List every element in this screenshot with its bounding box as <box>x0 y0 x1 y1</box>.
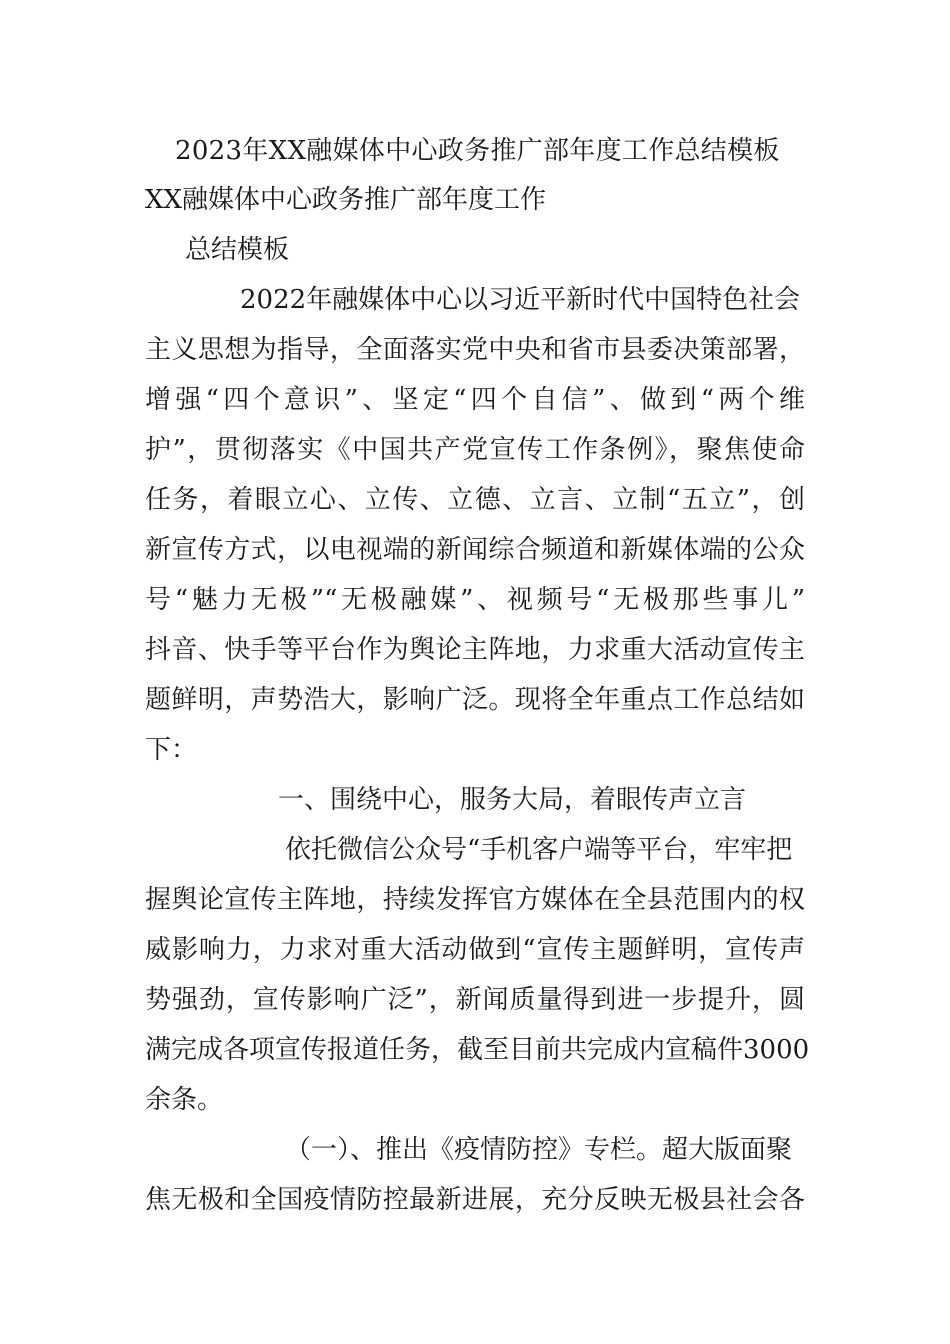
paragraph-2-line: 握舆论宣传主阵地，持续发挥官方媒体在全县范围内的权 <box>145 885 805 915</box>
paragraph-2-line: 势强劲，宣传影响广泛”，新闻质量得到进一步提升，圆 <box>145 985 805 1015</box>
paragraph-2-line: 依托微信公众号“手机客户端等平台，牢牢把 <box>285 835 793 865</box>
paragraph-1-line: 号“魅力无极”“无极融媒”、视频号“无极那些事儿” <box>145 585 805 615</box>
document-title-line-2: XX融媒体中心政务推广部年度工作 <box>145 185 547 215</box>
document-title-line-1: 2023年XX融媒体中心政务推广部年度工作总结模板 <box>175 136 780 166</box>
paragraph-1-line: 任务，着眼立心、立传、立德、立言、立制“五立”，创 <box>145 485 805 515</box>
paragraph-1-line: 下： <box>145 735 198 765</box>
paragraph-1-line: 主义思想为指导，全面落实党中央和省市县委决策部署， <box>145 335 805 365</box>
document-title-line-3: 总结模板 <box>185 235 290 265</box>
section-heading-1: 一、围绕中心，服务大局，着眼传声立言 <box>278 785 747 815</box>
paragraph-2-line: 余条。 <box>145 1085 224 1115</box>
paragraph-1-line: 题鲜明，声势浩大，影响广泛。现将全年重点工作总结如 <box>145 685 805 715</box>
paragraph-3-line: （一）、推出《疫情防控》专栏。超大版面聚 <box>285 1135 793 1165</box>
paragraph-1-line: 新宣传方式，以电视端的新闻综合频道和新媒体端的公众 <box>145 535 805 565</box>
paragraph-2-line: 威影响力，力求对重大活动做到“宣传主题鲜明，宣传声 <box>145 935 805 965</box>
paragraph-1-line: 增强“四个意识”、坚定“四个自信”、做到“两个维 <box>145 385 805 415</box>
paragraph-3-line: 焦无极和全国疫情防控最新进展，充分反映无极县社会各 <box>145 1185 805 1215</box>
paragraph-1-line: 2022年融媒体中心以习近平新时代中国特色社会 <box>240 285 801 315</box>
paragraph-1-line: 抖音、快手等平台作为舆论主阵地，力求重大活动宣传主 <box>145 635 805 665</box>
paragraph-1-line: 护”，贯彻落实《中国共产党宣传工作条例》，聚焦使命 <box>145 435 805 465</box>
paragraph-2-line: 满完成各项宣传报道任务，截至目前共完成内宣稿件3000 <box>145 1035 810 1065</box>
